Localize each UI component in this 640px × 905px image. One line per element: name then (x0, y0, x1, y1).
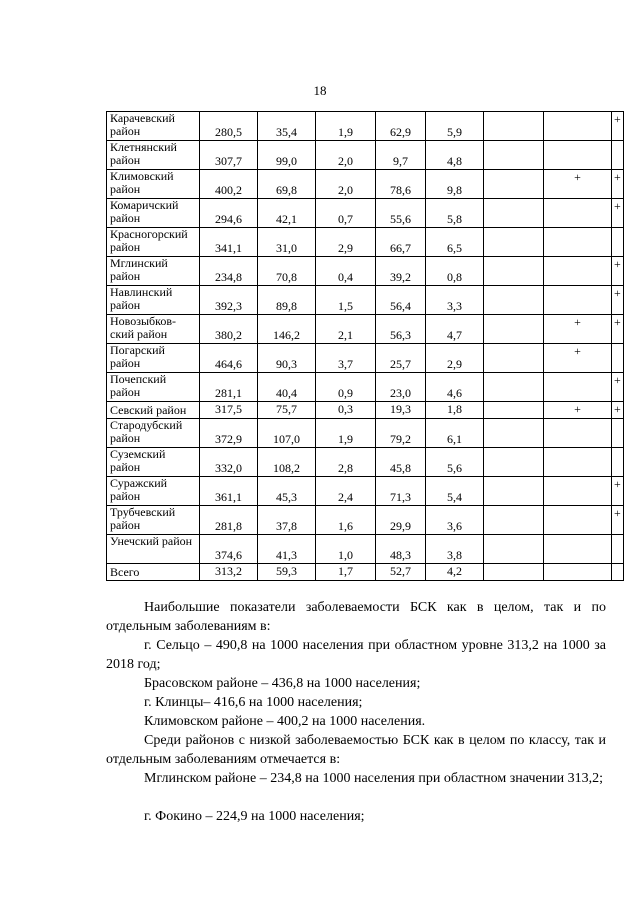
paragraph-seltso: г. Сельцо – 490,8 на 1000 населения при областном уровне 313,2 на 1000 за 2018 год; (106, 638, 606, 672)
district-name-cell: Почепский район (107, 373, 200, 402)
value-cell: 2,1 (316, 315, 376, 344)
value-cell: 0,7 (316, 199, 376, 228)
value-cell: 31,0 (258, 228, 316, 257)
table-row (107, 199, 624, 228)
value-cell: 1,7 (316, 564, 376, 581)
value-cell: 19,3 (376, 402, 426, 419)
value-cell: 380,2 (200, 315, 258, 344)
value-cell: 41,3 (258, 535, 316, 564)
district-name-cell: Красногорский район (107, 228, 200, 257)
mark-cell (544, 506, 612, 535)
value-cell: 400,2 (200, 170, 258, 199)
mark-cell: + (544, 344, 612, 373)
value-cell: 1,9 (316, 112, 376, 141)
district-name-cell: Унечский район (107, 535, 200, 564)
value-cell: 0,8 (426, 257, 484, 286)
mark-cell (484, 402, 544, 419)
mark-cell: + (612, 402, 624, 419)
mark-cell (484, 257, 544, 286)
district-name-cell: Погарский район (107, 344, 200, 373)
value-cell: 37,8 (258, 506, 316, 535)
mark-cell: + (612, 257, 624, 286)
district-name-cell: Климовский район (107, 170, 200, 199)
value-cell: 332,0 (200, 448, 258, 477)
value-cell: 5,9 (426, 112, 484, 141)
mark-cell (544, 286, 612, 315)
mark-cell (484, 170, 544, 199)
table-body (107, 112, 624, 581)
mark-cell (484, 315, 544, 344)
table-row (107, 477, 624, 506)
value-cell: 6,1 (426, 419, 484, 448)
value-cell: 1,6 (316, 506, 376, 535)
mark-cell (544, 448, 612, 477)
value-cell: 280,5 (200, 112, 258, 141)
value-cell: 1,8 (426, 402, 484, 419)
district-name-cell: Стародубский район (107, 419, 200, 448)
mark-cell (484, 199, 544, 228)
value-cell: 3,8 (426, 535, 484, 564)
mark-cell (612, 448, 624, 477)
value-cell: 25,7 (376, 344, 426, 373)
district-name-cell: Новозыбков-ский район (107, 315, 200, 344)
table-row (107, 344, 624, 373)
value-cell: 89,8 (258, 286, 316, 315)
mark-cell: + (612, 112, 624, 141)
mark-cell (544, 373, 612, 402)
value-cell: 2,4 (316, 477, 376, 506)
value-cell: 0,4 (316, 257, 376, 286)
mark-cell (544, 112, 612, 141)
value-cell: 2,0 (316, 170, 376, 199)
value-cell: 35,4 (258, 112, 316, 141)
value-cell: 464,6 (200, 344, 258, 373)
value-cell: 1,0 (316, 535, 376, 564)
value-cell: 392,3 (200, 286, 258, 315)
value-cell: 66,7 (376, 228, 426, 257)
value-cell: 90,3 (258, 344, 316, 373)
mark-cell (484, 448, 544, 477)
value-cell: 107,0 (258, 419, 316, 448)
mark-cell (544, 535, 612, 564)
value-cell: 0,9 (316, 373, 376, 402)
value-cell: 4,2 (426, 564, 484, 581)
table-row (107, 315, 624, 344)
mark-cell (484, 112, 544, 141)
district-name-cell: Навлинский район (107, 286, 200, 315)
mark-cell: + (612, 477, 624, 506)
value-cell: 4,7 (426, 315, 484, 344)
value-cell: 45,8 (376, 448, 426, 477)
value-cell: 9,7 (376, 141, 426, 170)
table-row (107, 286, 624, 315)
mark-cell (484, 506, 544, 535)
table-row (107, 141, 624, 170)
mark-cell (544, 199, 612, 228)
value-cell: 3,7 (316, 344, 376, 373)
value-cell: 48,3 (376, 535, 426, 564)
value-cell: 52,7 (376, 564, 426, 581)
district-name-cell: Всего (107, 564, 200, 581)
paragraph-brasovsky: Брасовском районе – 436,8 на 1000 населения; (144, 676, 421, 691)
value-cell: 40,4 (258, 373, 316, 402)
value-cell: 42,1 (258, 199, 316, 228)
mark-cell (544, 564, 612, 581)
value-cell: 307,7 (200, 141, 258, 170)
value-cell: 56,3 (376, 315, 426, 344)
value-cell: 317,5 (200, 402, 258, 419)
table-row (107, 448, 624, 477)
district-name-cell: Карачевский район (107, 112, 200, 141)
value-cell: 3,3 (426, 286, 484, 315)
paragraph-fokino: г. Фокино – 224,9 на 1000 населения; (144, 809, 365, 824)
table-row (107, 564, 624, 581)
district-name-cell: Комаричский район (107, 199, 200, 228)
mark-cell (484, 286, 544, 315)
value-cell: 39,2 (376, 257, 426, 286)
table-row (107, 419, 624, 448)
mark-cell: + (612, 199, 624, 228)
table-row (107, 112, 624, 141)
table-row (107, 228, 624, 257)
mark-cell (612, 419, 624, 448)
table-row (107, 535, 624, 564)
mark-cell: + (612, 373, 624, 402)
mark-cell: + (544, 170, 612, 199)
mark-cell: + (612, 315, 624, 344)
value-cell: 62,9 (376, 112, 426, 141)
value-cell: 294,6 (200, 199, 258, 228)
value-cell: 4,6 (426, 373, 484, 402)
value-cell: 9,8 (426, 170, 484, 199)
value-cell: 78,6 (376, 170, 426, 199)
district-name-cell: Мглинский район (107, 257, 200, 286)
value-cell: 281,8 (200, 506, 258, 535)
value-cell: 281,1 (200, 373, 258, 402)
morbidity-table (106, 111, 624, 581)
value-cell: 0,3 (316, 402, 376, 419)
mark-cell (544, 257, 612, 286)
paragraph-low-rates: Среди районов с низкой заболеваемостью БСК как в целом по классу, так и отдельным заболеваниям отмечается в: (106, 733, 606, 767)
district-name-cell: Клетнянский район (107, 141, 200, 170)
mark-cell (544, 228, 612, 257)
value-cell: 56,4 (376, 286, 426, 315)
value-cell: 2,9 (426, 344, 484, 373)
value-cell: 313,2 (200, 564, 258, 581)
paragraph-highest-rates: Наибольшие показатели заболеваемости БСК как в целом, так и по отдельным заболеваниям в: (106, 600, 606, 634)
value-cell: 1,5 (316, 286, 376, 315)
value-cell: 374,6 (200, 535, 258, 564)
mark-cell: + (612, 506, 624, 535)
value-cell: 69,8 (258, 170, 316, 199)
mark-cell (544, 477, 612, 506)
mark-cell (612, 535, 624, 564)
paragraph-mglinsky: Мглинском районе – 234,8 на 1000 населения при областном значении 313,2; (144, 771, 604, 786)
value-cell: 146,2 (258, 315, 316, 344)
mark-cell (484, 477, 544, 506)
value-cell: 6,5 (426, 228, 484, 257)
district-name-cell: Суражский район (107, 477, 200, 506)
page-number: 18 (313, 83, 327, 98)
mark-cell (612, 228, 624, 257)
mark-cell: + (612, 286, 624, 315)
value-cell: 71,3 (376, 477, 426, 506)
value-cell: 70,8 (258, 257, 316, 286)
mark-cell (612, 564, 624, 581)
value-cell: 234,8 (200, 257, 258, 286)
value-cell: 2,9 (316, 228, 376, 257)
mark-cell (484, 535, 544, 564)
value-cell: 372,9 (200, 419, 258, 448)
value-cell: 29,9 (376, 506, 426, 535)
table-row (107, 257, 624, 286)
value-cell: 3,6 (426, 506, 484, 535)
mark-cell (484, 344, 544, 373)
table-row (107, 506, 624, 535)
district-name-cell: Трубчевский район (107, 506, 200, 535)
table-row (107, 402, 624, 419)
mark-cell (612, 141, 624, 170)
mark-cell (484, 141, 544, 170)
value-cell: 5,4 (426, 477, 484, 506)
table-row (107, 373, 624, 402)
value-cell: 23,0 (376, 373, 426, 402)
value-cell: 2,8 (316, 448, 376, 477)
paragraph-klintsy: г. Клинцы– 416,6 на 1000 населения; (144, 695, 363, 710)
value-cell: 341,1 (200, 228, 258, 257)
value-cell: 79,2 (376, 419, 426, 448)
district-name-cell: Суземский район (107, 448, 200, 477)
mark-cell (544, 141, 612, 170)
value-cell: 5,6 (426, 448, 484, 477)
value-cell: 4,8 (426, 141, 484, 170)
mark-cell (484, 564, 544, 581)
value-cell: 108,2 (258, 448, 316, 477)
value-cell: 2,0 (316, 141, 376, 170)
value-cell: 361,1 (200, 477, 258, 506)
mark-cell: + (612, 170, 624, 199)
district-name-cell: Севский район (107, 402, 200, 419)
paragraph-klimovsky: Климовском районе – 400,2 на 1000 населения. (144, 714, 426, 729)
mark-cell (612, 344, 624, 373)
value-cell: 45,3 (258, 477, 316, 506)
value-cell: 59,3 (258, 564, 316, 581)
value-cell: 99,0 (258, 141, 316, 170)
value-cell: 5,8 (426, 199, 484, 228)
value-cell: 75,7 (258, 402, 316, 419)
mark-cell (484, 373, 544, 402)
mark-cell (484, 228, 544, 257)
value-cell: 55,6 (376, 199, 426, 228)
mark-cell (544, 419, 612, 448)
mark-cell: + (544, 402, 612, 419)
mark-cell: + (544, 315, 612, 344)
mark-cell (484, 419, 544, 448)
table-row (107, 170, 624, 199)
value-cell: 1,9 (316, 419, 376, 448)
